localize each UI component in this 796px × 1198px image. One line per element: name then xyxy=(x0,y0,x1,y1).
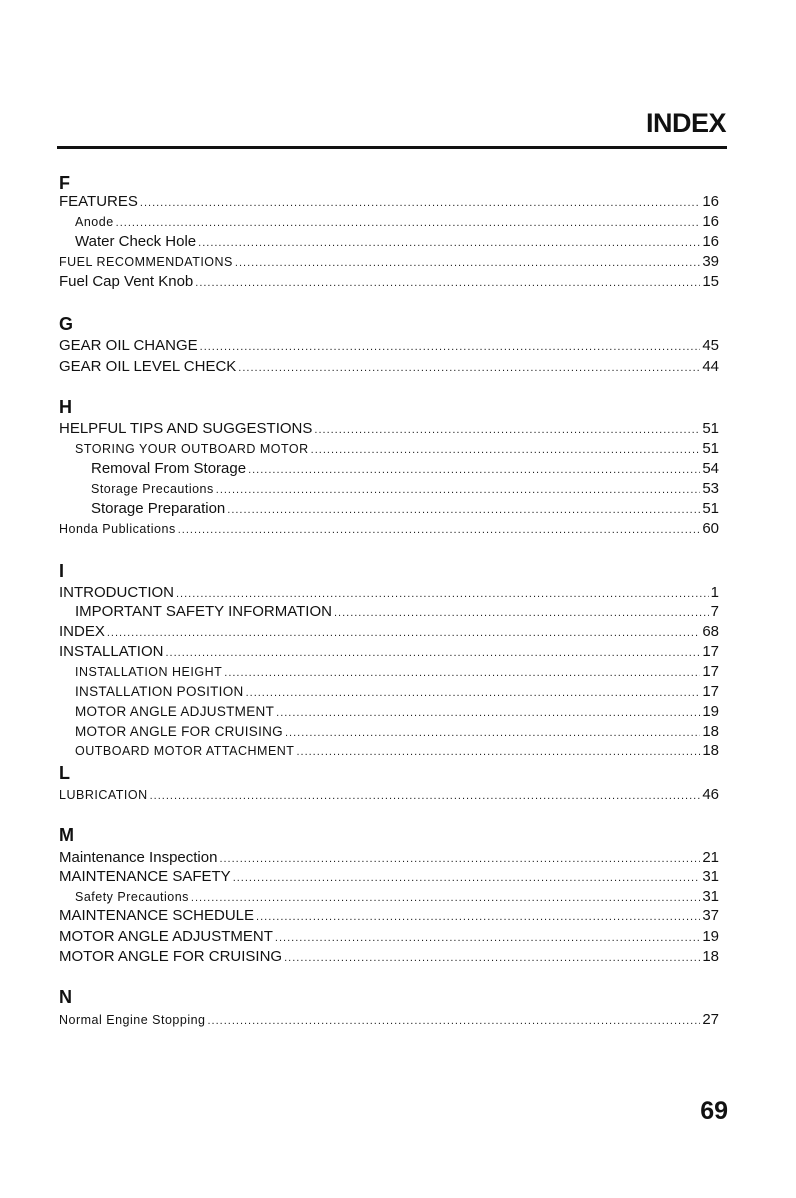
entry-page: 31 xyxy=(702,888,719,905)
entry-page: 18 xyxy=(702,723,719,740)
entry-page: 31 xyxy=(702,868,719,885)
index-entry[interactable] xyxy=(59,252,719,272)
entry-label: HELPFUL TIPS AND SUGGESTIONS xyxy=(59,420,313,437)
entry-label: Maintenance Inspection xyxy=(59,849,218,866)
index-entry[interactable] xyxy=(91,499,719,519)
leader-dots xyxy=(311,440,701,460)
leader-dots xyxy=(248,460,700,480)
index-entry[interactable] xyxy=(59,642,719,662)
index-entry[interactable] xyxy=(75,232,719,252)
entry-label: INSTALLATION HEIGHT xyxy=(75,665,223,679)
entry-page: 44 xyxy=(702,358,719,375)
section-letter-n: N xyxy=(59,987,72,1007)
index-entry[interactable] xyxy=(75,741,719,761)
leader-dots xyxy=(198,233,700,253)
entry-label: LUBRICATION xyxy=(59,788,148,802)
leader-dots xyxy=(107,623,700,643)
index-entry[interactable] xyxy=(75,702,719,722)
entry-page: 15 xyxy=(702,273,719,290)
section-letter-g: G xyxy=(59,314,74,334)
leader-dots xyxy=(227,500,700,520)
entry-page: 7 xyxy=(710,603,719,620)
leader-dots xyxy=(334,603,709,623)
section-letter-h: H xyxy=(59,397,72,417)
entry-label: GEAR OIL LEVEL CHECK xyxy=(59,358,237,375)
index-entry[interactable] xyxy=(59,272,719,292)
leader-dots xyxy=(195,273,700,293)
leader-dots xyxy=(256,907,700,927)
entry-label: MOTOR ANGLE ADJUSTMENT xyxy=(75,704,275,719)
entry-page: 45 xyxy=(702,337,719,354)
entry-page: 51 xyxy=(702,440,719,457)
index-entry[interactable] xyxy=(91,459,719,479)
entry-page: 51 xyxy=(702,500,719,517)
index-entry[interactable] xyxy=(59,622,719,642)
index-entry[interactable] xyxy=(59,947,719,967)
entry-label: Safety Precautions xyxy=(75,890,189,904)
index-entry[interactable] xyxy=(75,212,719,232)
index-entry[interactable] xyxy=(59,519,719,539)
leader-dots xyxy=(296,742,700,762)
entry-page: 18 xyxy=(702,742,719,759)
entry-label: MOTOR ANGLE FOR CRUISING xyxy=(59,948,283,965)
entry-label: STORING YOUR OUTBOARD MOTOR xyxy=(75,442,309,456)
index-entry[interactable] xyxy=(91,479,719,499)
leader-dots xyxy=(200,337,701,357)
entry-page: 18 xyxy=(702,948,719,965)
entry-label: INSTALLATION xyxy=(59,643,164,660)
index-entry[interactable] xyxy=(59,848,719,868)
entry-page: 19 xyxy=(702,703,719,720)
entry-page: 16 xyxy=(702,233,719,250)
entry-label: FEATURES xyxy=(59,193,138,210)
leader-dots xyxy=(116,213,701,233)
leader-dots xyxy=(219,849,700,869)
entry-page: 60 xyxy=(702,520,719,537)
index-entry[interactable] xyxy=(75,602,719,622)
entry-page: 27 xyxy=(702,1011,719,1028)
index-entry[interactable] xyxy=(75,722,719,742)
page-number: 69 xyxy=(700,1097,728,1125)
entry-label: MAINTENANCE SAFETY xyxy=(59,868,231,885)
entry-label: Storage Precautions xyxy=(91,482,214,496)
index-entry[interactable] xyxy=(59,357,719,377)
index-entry[interactable] xyxy=(75,439,719,459)
entry-page: 1 xyxy=(710,584,719,601)
index-entry[interactable] xyxy=(59,927,719,947)
leader-dots xyxy=(233,868,701,888)
entry-label: MAINTENANCE SCHEDULE xyxy=(59,907,255,924)
entry-label: Normal Engine Stopping xyxy=(59,1013,206,1027)
leader-dots xyxy=(165,643,700,663)
index-entry[interactable] xyxy=(59,785,719,805)
entry-label: Storage Preparation xyxy=(91,500,226,517)
entry-label: FUEL RECOMMENDATIONS xyxy=(59,255,233,269)
leader-dots xyxy=(191,888,700,908)
entry-label: MOTOR ANGLE FOR CRUISING xyxy=(75,724,283,739)
entry-page: 39 xyxy=(702,253,719,270)
leader-dots xyxy=(176,584,709,604)
entry-page: 17 xyxy=(702,683,719,700)
entry-page: 54 xyxy=(702,460,719,477)
entry-page: 21 xyxy=(702,849,719,866)
section-letter-i: I xyxy=(59,561,65,581)
index-entry[interactable] xyxy=(75,662,719,682)
leader-dots xyxy=(314,420,700,440)
entry-label: INSTALLATION POSITION xyxy=(75,684,244,699)
leader-dots xyxy=(150,786,701,806)
entry-page: 16 xyxy=(702,213,719,230)
leader-dots xyxy=(216,480,701,500)
index-entry[interactable] xyxy=(59,1010,719,1030)
entry-label: Fuel Cap Vent Knob xyxy=(59,273,194,290)
entry-page: 19 xyxy=(702,928,719,945)
leader-dots xyxy=(284,948,700,968)
leader-dots xyxy=(285,723,700,743)
entry-label: MOTOR ANGLE ADJUSTMENT xyxy=(59,928,273,945)
entry-label: Removal From Storage xyxy=(91,460,247,477)
leader-dots xyxy=(276,703,700,723)
entry-label: GEAR OIL CHANGE xyxy=(59,337,198,354)
entry-label: Honda Publications xyxy=(59,522,176,536)
leader-dots xyxy=(178,520,701,540)
page-title: INDEX xyxy=(645,108,726,138)
section-letter-m: M xyxy=(59,825,74,845)
index-entry[interactable] xyxy=(59,867,719,887)
index-entry[interactable] xyxy=(59,336,719,356)
entry-page: 37 xyxy=(702,907,719,924)
entry-label: IMPORTANT SAFETY INFORMATION xyxy=(75,603,332,620)
entry-page: 68 xyxy=(702,623,719,640)
entry-label: Anode xyxy=(75,215,114,229)
index-entry[interactable] xyxy=(59,192,719,212)
entry-page: 17 xyxy=(702,643,719,660)
entry-label: INTRODUCTION xyxy=(59,584,174,601)
entry-page: 53 xyxy=(702,480,719,497)
leader-dots xyxy=(224,663,700,683)
entry-label: Water Check Hole xyxy=(75,233,197,250)
leader-dots xyxy=(238,358,700,378)
section-letter-l: L xyxy=(59,763,70,783)
leader-dots xyxy=(208,1011,701,1031)
index-entry[interactable] xyxy=(59,583,719,603)
index-entry[interactable] xyxy=(75,682,719,702)
index-entry[interactable] xyxy=(59,419,719,439)
entry-label: OUTBOARD MOTOR ATTACHMENT xyxy=(75,744,295,758)
leader-dots xyxy=(275,928,700,948)
entry-page: 51 xyxy=(702,420,719,437)
section-letter-f: F xyxy=(59,173,70,193)
leader-dots xyxy=(246,683,701,703)
entry-page: 17 xyxy=(702,663,719,680)
leader-dots xyxy=(140,193,700,213)
entry-page: 16 xyxy=(702,193,719,210)
index-entry[interactable] xyxy=(75,887,719,907)
entry-page: 46 xyxy=(702,786,719,803)
index-entry[interactable] xyxy=(59,906,719,926)
leader-dots xyxy=(235,253,700,273)
entry-label: INDEX xyxy=(59,623,105,640)
